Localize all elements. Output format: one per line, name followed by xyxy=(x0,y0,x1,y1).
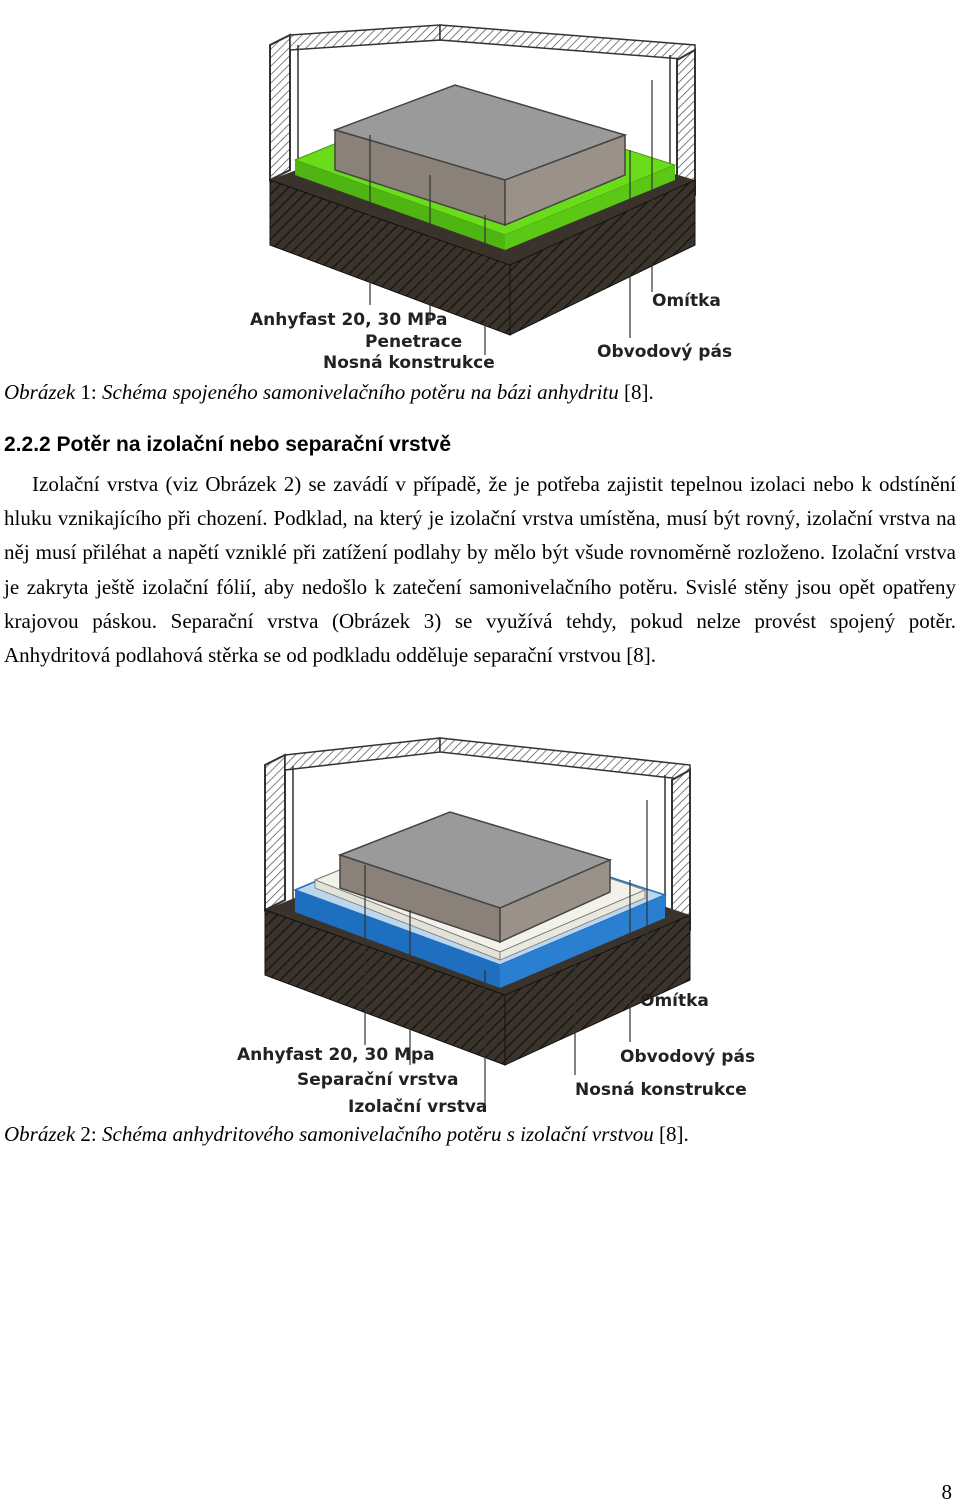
section-heading: 2.2.2 Potěr na izolační nebo separační vrstvě xyxy=(4,433,452,456)
page-number: 8 xyxy=(941,1480,952,1504)
caption-1-text: Schéma spojeného samonivelačního potěru na bázi anhydritu xyxy=(96,380,625,404)
label-omitka: Omítka xyxy=(652,291,721,311)
caption-2-text: Schéma anhydritového samonivelačního potěru s izolační vrstvou xyxy=(96,1122,659,1146)
caption-2-number: 2: xyxy=(80,1122,97,1146)
label-anhyfast: Anhyfast 20, 30 Mpa xyxy=(237,1045,435,1065)
caption-2-reference: [8]. xyxy=(658,1122,689,1146)
label-obvodovy-pas: Obvodový pás xyxy=(620,1047,756,1067)
body-paragraph xyxy=(4,467,956,672)
label-omitka: Omítka xyxy=(640,991,709,1011)
caption-1-prefix: Obrázek xyxy=(4,380,81,404)
label-nosna-konstrukce: Nosná konstrukce xyxy=(575,1080,747,1100)
paragraph-text: Izolační vrstva (viz Obrázek 2) se zavádí v případě, že je potřeba zajistit tepelnou izolaci nebo k odstínění hluku vznikajícího při chození. Podklad, na který je izolační vrstva umístěna, musí být rovný, izolační vrstva na něj musí přiléhat a napětí vzniklé při zatížení podlahy by mělo být všude rovnoměrně rozloženo. Izolační vrstva je zakryta ještě izolační fólií, aby nedošlo k zatečení samonivelačního potěru. Svislé stěny jsou opět opatřeny krajovou páskou. Separační vrstva (Obrázek 3) se využívá tehdy, pokud nelze provést spojený potěr. Anhydritová podlahová stěrka se od podkladu odděluje separační vrstvou [8]. xyxy=(4,472,956,668)
figure-1-bonded-screed-diagram xyxy=(240,20,740,375)
figure-1-caption xyxy=(4,380,654,405)
caption-2-prefix: Obrázek xyxy=(4,1122,81,1146)
label-anhyfast: Anhyfast 20, 30 MPa xyxy=(250,310,448,330)
figure-2-insulated-screed-diagram xyxy=(235,730,756,1120)
label-separacni-vrstva: Separační vrstva xyxy=(297,1070,459,1090)
caption-1-reference: [8]. xyxy=(624,380,654,404)
label-izolacni-vrstva: Izolační vrstva xyxy=(348,1097,488,1117)
figure-2-caption xyxy=(4,1122,689,1147)
label-nosna-konstrukce: Nosná konstrukce xyxy=(323,353,495,373)
label-penetrace: Penetrace xyxy=(365,332,463,352)
caption-1-number: 1: xyxy=(80,380,97,404)
label-obvodovy-pas: Obvodový pás xyxy=(597,342,733,362)
